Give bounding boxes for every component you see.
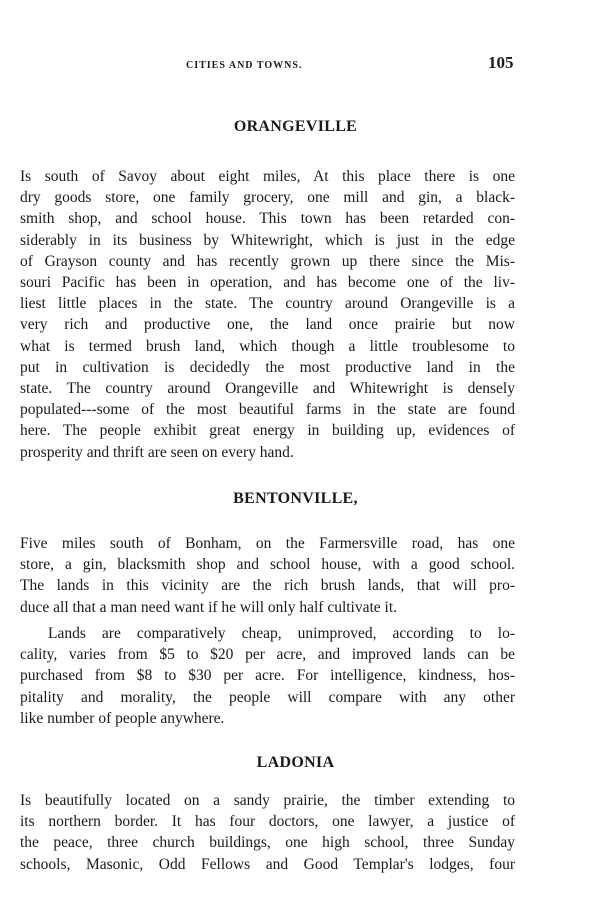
text-line: pitality and morality, the people will compare with any other <box>20 688 515 706</box>
text-line: liest little places in the state. The country around Orangeville is a <box>20 295 515 313</box>
section-title-bentonville: BENTONVILLE, <box>233 490 358 507</box>
bentonville-paragraph-2 <box>20 623 515 729</box>
bentonville-paragraph-1 <box>20 533 515 618</box>
text-line: state. The country around Orangeville and Whitewright is densely <box>20 380 515 398</box>
text-line: Five miles south of Bonham, on the Farmersville road, has one <box>20 535 515 552</box>
section-title-ladonia: LADONIA <box>256 754 335 771</box>
text-line: what is termed brush land, which though a little troublesome to <box>20 337 515 355</box>
text-line: like number of people anywhere. <box>20 709 225 727</box>
orangeville-paragraph <box>20 166 515 463</box>
text-line: prosperity and thrift are seen on every hand. <box>20 443 294 461</box>
text-line: cality, varies from $5 to $20 per acre, and improved lands can be <box>20 646 515 664</box>
text-line: put in cultivation is decidedly the most productive land in the <box>20 358 515 376</box>
text-line: schools, Masonic, Odd Fellows and Good Templar's lodges, four <box>20 855 515 873</box>
text-line: dry goods store, one family grocery, one mill and gin, a black- <box>20 189 515 207</box>
text-line: Lands are comparatively cheap, unimproved, according to lo- <box>48 625 515 642</box>
text-line: duce all that a man need want if he will only half cultivate it. <box>20 598 398 616</box>
text-line: Is south of Savoy about eight miles, At this place there is one <box>20 168 515 185</box>
text-line: here. The people exhibit great energy in building up, evidences of <box>20 422 515 440</box>
section-title-orangeville: ORANGEVILLE <box>233 118 358 135</box>
ladonia-paragraph <box>20 790 515 875</box>
page-number: 105 <box>488 53 514 72</box>
text-line: souri Pacific has been in operation, and has become one of the liv- <box>20 274 515 292</box>
text-line: purchased from $8 to $30 per acre. For intelligence, kindness, hos- <box>20 667 515 685</box>
text-line: store, a gin, blacksmith shop and school house, with a good school. <box>20 556 515 574</box>
text-line: Is beautifully located on a sandy prairie, the timber extending to <box>20 792 515 809</box>
text-line: smith shop, and school house. This town has been retarded con- <box>20 210 515 228</box>
text-line: populated---some of the most beautiful farms in the state are found <box>20 401 515 419</box>
text-line: The lands in this vicinity are the rich brush lands, that will pro- <box>20 577 515 595</box>
text-line: the peace, three church buildings, one high school, three Sunday <box>20 834 515 852</box>
text-line: its northern border. It has four doctors, one lawyer, a justice of <box>20 813 515 831</box>
text-line: very rich and productive one, the land once prairie but now <box>20 316 515 334</box>
text-line: siderably in its business by Whitewright, which is just in the edge <box>20 231 515 249</box>
text-line: of Grayson county and has recently grown up there since the Mis- <box>20 252 515 270</box>
running-head: CITIES AND TOWNS. <box>186 60 303 71</box>
